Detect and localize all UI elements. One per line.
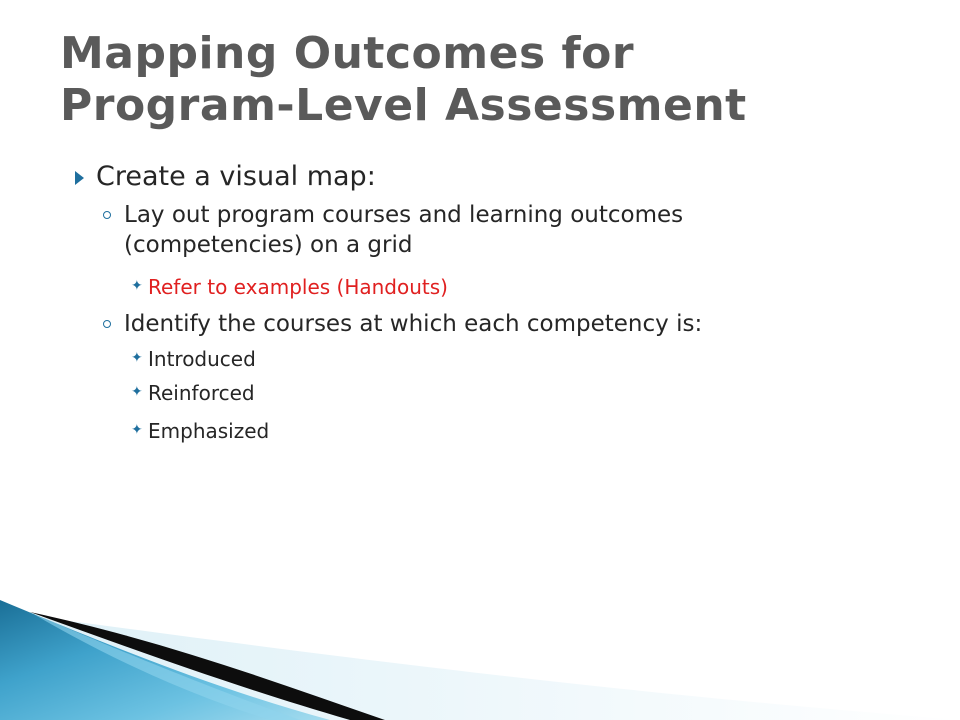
sparkle-bullet-icon: ✦ — [131, 384, 143, 400]
bullet-introduced: Introduced — [148, 347, 256, 371]
title-line-2: Program-Level Assessment — [60, 80, 747, 131]
sparkle-bullet-icon: ✦ — [131, 278, 143, 294]
sparkle-bullet-icon: ✦ — [131, 350, 143, 366]
bullet-refer-examples: Refer to examples (Handouts) — [148, 275, 448, 299]
bullet-lay-out-line-1: Lay out program courses and learning outcomes — [124, 202, 684, 228]
bullet-reinforced: Reinforced — [148, 381, 255, 405]
bullet-lay-out-line-2: (competencies) on a grid — [124, 232, 413, 258]
sparkle-bullet-icon: ✦ — [131, 422, 143, 438]
bullet-identify-courses: Identify the courses at which each competency is: — [124, 311, 703, 337]
bullet-create-visual-map: Create a visual map: — [96, 161, 376, 192]
bullet-emphasized: Emphasized — [148, 419, 270, 443]
title-line-1: Mapping Outcomes for — [60, 28, 635, 79]
